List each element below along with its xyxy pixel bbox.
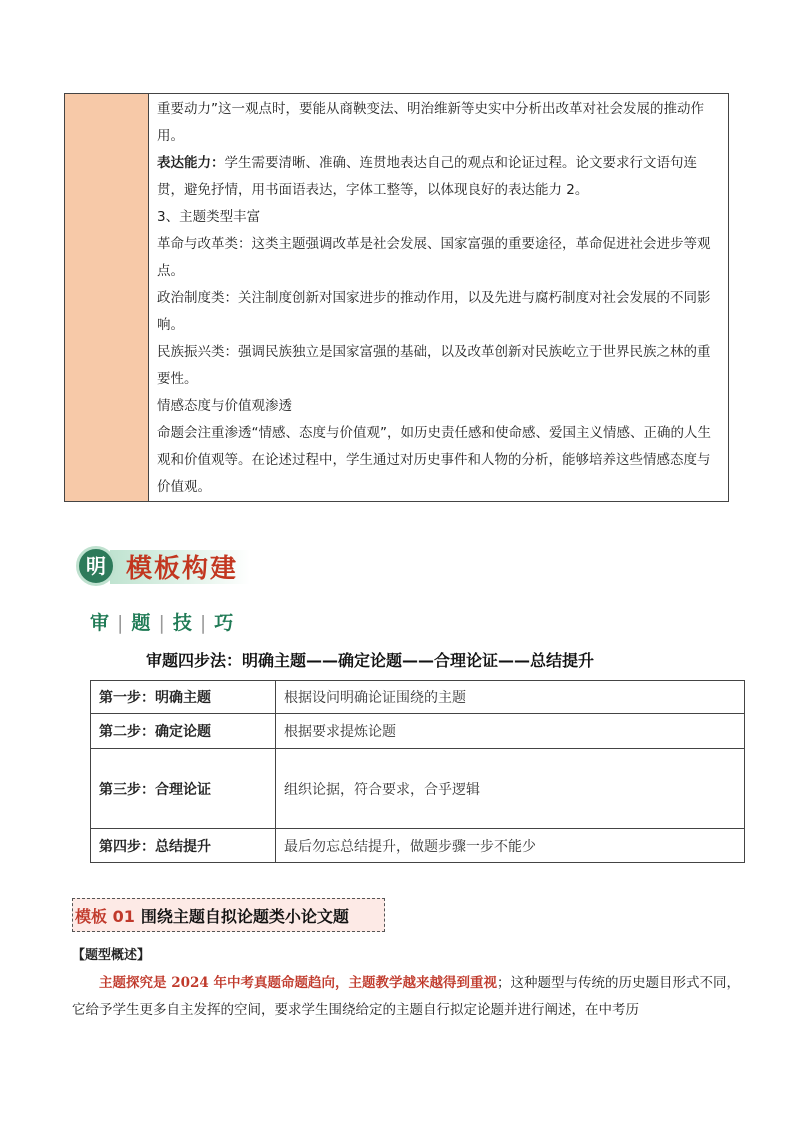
skill-char: 巧 [214,612,236,634]
model-code: 模板 01 [75,906,135,926]
table-row [91,749,745,829]
skill-heading: 审 | 题 | 技 | 巧 [90,612,236,634]
section-banner [76,546,248,590]
table-content-cell [149,94,728,501]
step-label: 第二步：确定论题 [91,714,276,749]
express-paragraph [157,150,718,204]
table-row [91,829,745,863]
banner-badge-icon: 明 [76,546,116,586]
text-line: 情感态度与价值观渗透 [157,398,292,414]
text-line: 命题会注重渗透“情感、态度与价值观”，如历史责任感和使命感、爱国主义情感、正确的人生观和价值观等。在论述过程中，学生通过对历史事件和人物的分析，能够培养这些情感态度与价值观。 [157,425,711,495]
text-line: 3、主题类型丰富 [157,209,261,225]
table-side-cell [65,94,149,501]
banner-title: 模板构建 [126,554,239,584]
steps-table [90,680,745,863]
text-line: 革命与改革类：这类主题强调改革是社会发展、国家富强的重要途径，革命促进社会进步等观点。 [157,236,711,279]
step-label: 第四步：总结提升 [91,829,276,863]
text-line: 民族振兴类：强调民族独立是国家富强的基础，以及改革创新对民族屹立于世界民族之林的重要性。 [157,344,711,387]
skill-char: 审 [90,612,112,634]
model-heading [72,898,385,932]
model-name: 围绕主题自拟论题类小论文题 [140,906,349,926]
highlight-text: 主题探究是 2024 年中考真题命题趋向，主题教学越来越得到重视 [99,975,497,991]
step-label: 第一步：明确主题 [91,681,276,714]
express-label: 表达能力： [157,155,225,171]
overview-tag: 【题型概述】 [72,948,151,963]
steps-title: 审题四步法：明确主题——确定论题——合理论证——总结提升 [146,651,595,670]
overview-paragraph [72,970,740,1024]
content-table [64,93,729,502]
body-text: ；这种题型与传统的历史题目形式不同，它给予学生更多自主发挥的空间，要求学生围绕给定的主题自行拟定论题并进行阐述，在中考历 [72,975,740,1018]
step-text: 根据设问明确论证围绕的主题 [276,681,745,714]
step-text: 组织论据，符合要求，合乎逻辑 [276,749,745,829]
skill-char: 技 [172,612,194,634]
step-text: 最后勿忘总结提升，做题步骤一步不能少 [276,829,745,863]
text-line: 政治制度类：关注制度创新对国家进步的推动作用，以及先进与腐朽制度对社会发展的不同影响。 [157,290,711,333]
step-text: 根据要求提炼论题 [276,714,745,749]
table-row [91,714,745,749]
skill-char: 题 [131,612,153,634]
table-row [91,681,745,714]
text-line: 重要动力”这一观点时，要能从商鞅变法、明治维新等史实中分析出改革对社会发展的推动作用。 [157,101,704,144]
express-text: 学生需要清晰、准确、连贯地表达自己的观点和论证过程。论文要求行文语句连贯，避免抒情，用书面语表达，字体工整等，以体现良好的表达能力 2。 [157,155,697,198]
step-label: 第三步：合理论证 [91,749,276,829]
